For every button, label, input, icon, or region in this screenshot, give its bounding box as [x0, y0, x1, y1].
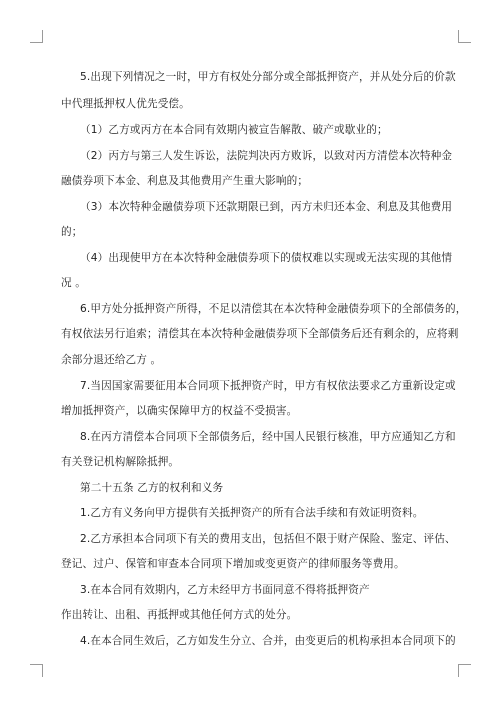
text-line: 有关登记机构解除抵押。 [61, 456, 180, 468]
text-line: 5.出现下列情况之一时，甲方有权处分部分或全部抵押资产，并从处分后的价款 [80, 71, 456, 83]
text-line: 中代理抵押权人优先受偿。 [61, 98, 190, 110]
text-line: （4）出现使甲方在本次特种金融债券项下的债权难以实现或无法实现的其他情 [80, 252, 453, 264]
text-line: 3.在本合同有效期内，乙方未经甲方书面同意不得将抵押资产 [80, 584, 370, 596]
text-line: 作出转让、出租、再抵押或其他任何方式的处分。 [61, 609, 298, 621]
text-line: 增加抵押资产，以确实保障甲方的权益不受损害。 [61, 405, 298, 417]
text-line: 有权依法另行追索；清偿其在本次特种金融债券项下全部债务后还有剩余的，应将剩 [61, 328, 459, 340]
text-line: 4.在本合同生效后，乙方如发生分立、合并，由变更后的机构承担本合同项下的 [80, 635, 456, 647]
text-line: 的； [61, 226, 83, 238]
text-line: 2.乙方承担本合同项下有关的费用支出，包括但不限于财产保险、鉴定、评估、 [80, 533, 456, 545]
text-line: （1）乙方或丙方在本合同有效期内被宣告解散、破产或歇业的； [80, 124, 388, 136]
text-line: 况 。 [61, 277, 87, 289]
text-line: 余部分退还给乙方 。 [61, 354, 162, 366]
text-line: （3）本次特种金融债券项下还款期限已到，丙方未归还本金、利息及其他费用 [80, 201, 453, 213]
text-line: 1.乙方有义务向甲方提供有关抵押资产的所有合法手续和有效证明资料。 [80, 507, 424, 519]
text-line: 8.在丙方清偿本合同项下全部债务后，经中国人民银行核准，甲方应通知乙方和 [80, 431, 456, 443]
text-line: 融债券项下本金、利息及其他费用产生重大影响的； [61, 175, 309, 187]
section-heading: 第二十五条 乙方的权利和义务 [80, 482, 224, 494]
text-line: （2）丙方与第三人发生诉讼，法院判决丙方败诉，以致对丙方清偿本次特种金 [80, 150, 453, 162]
text-line: 7.当因国家需要征用本合同项下抵押资产时，甲方有权依法要求乙方重新设定或 [80, 380, 456, 392]
text-line: 登记、过户、保管和审查本合同项下增加或变更资产的律师服务等费用。 [61, 558, 405, 570]
text-line: 6.甲方处分抵押资产所得，不足以清偿其在本次特种金融债券项下的全部债务的， [80, 303, 467, 315]
